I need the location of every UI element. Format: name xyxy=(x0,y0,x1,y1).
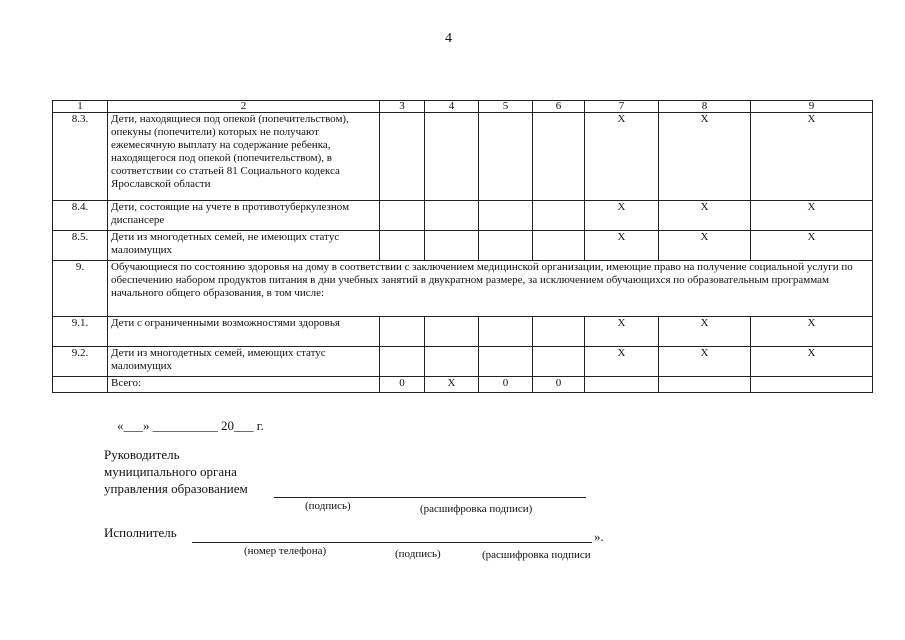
row-number: 9.2. xyxy=(53,347,108,377)
row-text: Всего: xyxy=(108,377,380,393)
col-header: 3 xyxy=(380,101,425,113)
executor-signature-line xyxy=(192,542,592,543)
cell xyxy=(533,347,585,377)
row-text: Дети из многодетных семей, не имеющих статус малоимущих xyxy=(108,231,380,261)
cell: X xyxy=(585,113,659,201)
head-title-line2: муниципального органа xyxy=(104,464,237,479)
header-row xyxy=(53,101,873,113)
table-row-total xyxy=(53,377,873,393)
head-title-line1: Руководитель xyxy=(104,447,180,462)
row-text: Обучающиеся по состоянию здоровья на дому в соответствии с заключением медицинской организации, имеющие право на получение социальной услуги по обеспечению набором продуктов питания в дни учебных занятий в двукратном размере, за исключением обучающихся по образовательным программам начального общего образования, в том числе: xyxy=(108,261,873,317)
table-row xyxy=(53,347,873,377)
cell: 0 xyxy=(380,377,425,393)
cell xyxy=(425,231,479,261)
col-header: 8 xyxy=(659,101,751,113)
executor-label: Исполнитель xyxy=(104,525,177,540)
decode-caption: (расшифровка подписи) xyxy=(420,503,533,515)
cell: X xyxy=(585,347,659,377)
phone-caption: (номер телефона) xyxy=(244,545,327,557)
signature-caption-2: (подпись) xyxy=(395,548,441,560)
row-number: 9.1. xyxy=(53,317,108,347)
cell xyxy=(479,347,533,377)
cell xyxy=(479,231,533,261)
cell xyxy=(425,347,479,377)
cell xyxy=(380,113,425,201)
table-row xyxy=(53,231,873,261)
col-header: 6 xyxy=(533,101,585,113)
cell xyxy=(380,317,425,347)
col-header: 5 xyxy=(479,101,533,113)
cell: X xyxy=(585,231,659,261)
cell xyxy=(585,377,659,393)
cell: X xyxy=(751,231,873,261)
row-number: 8.3. xyxy=(53,113,108,201)
decode-caption-2: (расшифровка подписи xyxy=(482,549,591,561)
row-number: 8.5. xyxy=(53,231,108,261)
signature-caption: (подпись) xyxy=(305,500,351,512)
row-text: Дети из многодетных семей, имеющих статус малоимущих xyxy=(108,347,380,377)
cell xyxy=(380,201,425,231)
cell xyxy=(425,113,479,201)
data-table xyxy=(52,100,873,393)
cell xyxy=(380,347,425,377)
cell: X xyxy=(659,231,751,261)
col-header: 1 xyxy=(53,101,108,113)
col-header: 4 xyxy=(425,101,479,113)
cell: X xyxy=(585,201,659,231)
cell: X xyxy=(751,347,873,377)
table-row xyxy=(53,113,873,201)
cell xyxy=(659,377,751,393)
cell xyxy=(479,113,533,201)
cell: X xyxy=(659,201,751,231)
row-text: Дети, находящиеся под опекой (попечительством), опекуны (попечители) которых не получают ежемесячную выплату на содержание ребенка, находящегося под опекой (попечительством), в соответствии со статьей 81 Социального кодекса Ярославской области xyxy=(108,113,380,201)
table-row-section xyxy=(53,261,873,317)
head-signature-line xyxy=(274,497,586,498)
table-row xyxy=(53,317,873,347)
row-number: 9. xyxy=(53,261,108,317)
table-row xyxy=(53,201,873,231)
cell xyxy=(533,317,585,347)
col-header: 7 xyxy=(585,101,659,113)
col-header: 2 xyxy=(108,101,380,113)
row-text: Дети, состоящие на учете в противотуберкулезном диспансере xyxy=(108,201,380,231)
cell xyxy=(751,377,873,393)
cell: X xyxy=(585,317,659,347)
cell: 0 xyxy=(533,377,585,393)
cell: X xyxy=(751,317,873,347)
executor-quote-end: ». xyxy=(594,529,604,544)
cell xyxy=(479,317,533,347)
col-header: 9 xyxy=(751,101,873,113)
cell: X xyxy=(659,113,751,201)
cell xyxy=(533,231,585,261)
row-text: Дети с ограниченными возможностями здоровья xyxy=(108,317,380,347)
cell: X xyxy=(659,347,751,377)
cell: 0 xyxy=(479,377,533,393)
cell: X xyxy=(659,317,751,347)
date-line: «___» __________ 20___ г. xyxy=(117,418,264,433)
cell xyxy=(479,201,533,231)
head-title-line3: управления образованием xyxy=(104,481,248,496)
cell xyxy=(425,201,479,231)
cell xyxy=(533,201,585,231)
cell: X xyxy=(425,377,479,393)
page-number: 4 xyxy=(445,31,452,46)
cell xyxy=(425,317,479,347)
row-number xyxy=(53,377,108,393)
row-number: 8.4. xyxy=(53,201,108,231)
cell: X xyxy=(751,201,873,231)
cell: X xyxy=(751,113,873,201)
cell xyxy=(380,231,425,261)
cell xyxy=(533,113,585,201)
